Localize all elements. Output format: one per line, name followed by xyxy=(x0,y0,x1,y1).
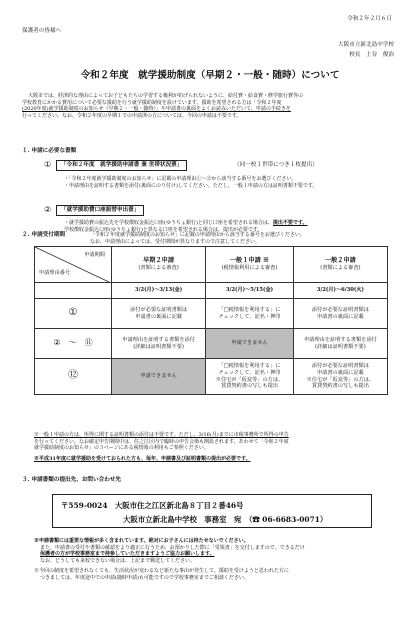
item1-instructions xyxy=(64,176,318,189)
column-subtitle: (書類による審査) xyxy=(320,264,361,271)
intro-paragraph xyxy=(22,93,402,119)
section2-description xyxy=(90,232,305,245)
row-label: ② 〜 ⑪ xyxy=(35,329,112,359)
table-cell: 申請理由を証明する書類を添付 (詳細は証明書類不要) xyxy=(293,329,387,359)
header-period-label: 申請期間 xyxy=(84,252,105,258)
section2-desc-line: なお、申請理由によっては、受付期間が異なりますので注意してください。 xyxy=(90,238,261,245)
item2-emphasis: 提出不要です。 xyxy=(272,220,308,226)
row-label: ① xyxy=(35,299,112,329)
note-line: つきましては、年度途中での申請(随時申請)も可能ですので学校事務室までご相談ください。 xyxy=(40,574,249,581)
dates-row-label xyxy=(35,283,112,299)
section2-desc-line: 「令和２年度就学援助制度のお知らせ」に記載の申請理由から該当する番号をお選びください。 xyxy=(90,232,305,238)
section1-heading: １. 申請に必要な書類 xyxy=(22,148,77,154)
column-header-general2 xyxy=(293,247,387,283)
item1-note: （同一校１世帯につき１枚提出） xyxy=(234,162,318,168)
item1-line: ・「令和２年度就学援助制度のお知らせ」に記載の申請理由①〜⑫から該当する番号をお選びください。 xyxy=(64,176,297,182)
table-cell: 添付が必要な証明書類は 申請書の裏面に記載 xyxy=(293,299,387,329)
row-label: ⑫ xyxy=(35,359,112,395)
table-cell: 添付が必要な証明書類は 申請書の裏面に記載 xyxy=(112,299,206,329)
note-line: ※今回の制度を希望されなくても、生活状況が変わるなど新たな事由が発生して、援助を受けようと思われた方に xyxy=(34,568,289,575)
addressee: 大阪市立新北島中学校 事務室 宛 （☎ 06-6683-0071） xyxy=(123,515,328,524)
column-subtitle: (書類による審査) xyxy=(138,264,179,271)
table-cell: 「□税情報を利用する」に チェックして、記名・押印 ※住宅が「仮変等」の方は、 賃貸契約書の写しも提出 xyxy=(206,359,294,395)
header-reason-label: 申請理由番号 xyxy=(39,270,71,277)
column-title: 早期２申請 xyxy=(143,256,175,264)
table-cell: 「□税情報を利用する」に チェックして、記名・押印 xyxy=(206,299,294,329)
note-line: なお、どうしても来校できない場合は、上記まで郵送してください。 xyxy=(40,557,196,564)
note-line: を行ってください。なお確定申告期間中は、住之江区内で臨時の申告会場も開設されます。あわせて「令和２年度 xyxy=(34,438,289,445)
column-title: 一般２申請 xyxy=(324,256,356,264)
item1-number: ① xyxy=(44,160,52,169)
page-title: 令和２年度 就学援助制度（早期２・一般・随時）について xyxy=(80,70,340,81)
item1-document-box: 「令和２年度 就学援助申請書 兼 世帯状況票」 xyxy=(56,160,187,171)
table-corner-cell xyxy=(35,247,112,283)
note-line: 就学援助制度のお知らせ」の３ページにある税情報の利用もご参照ください。 xyxy=(34,445,209,452)
column-dates: 3/2(月)〜3/13(金) xyxy=(112,283,206,299)
intro-line: (2020年度)就学援助制度のお知らせ（早期２・一般・随時）」や申請書の裏面をよくお読みいただいて、申請の手続きを xyxy=(22,106,291,113)
postal-address: 〒559-0024 大阪市住之江区新北島８丁目２番46号 xyxy=(61,501,244,510)
school-name: 大阪市立新北島中学校 xyxy=(338,42,394,48)
submission-address-box xyxy=(52,494,372,528)
intro-line: 学校教育にかかる費用について必要な援助を行う就学援助制度を設けています。援助を希望される方は「令和２年度 xyxy=(22,99,282,106)
table-cell: 申請理由を証明する書類を添付 (詳細は証明書類不要) xyxy=(112,329,206,359)
column-title: 一般１申請 ※ xyxy=(229,256,270,264)
application-period-table xyxy=(34,246,388,395)
date: 令和２年２月６日 xyxy=(347,16,392,22)
principal-name: 校長 土谷 俊治 xyxy=(349,52,394,58)
item2-line: ・就学援助費の振込先を学校徴収金振込口座(ゆうちょ銀行)と同じ口座を希望される場合は、 xyxy=(64,220,273,226)
item1-line: ・申請理由を証明する書類を添付(裏面にのり付け)してください。ただし、一般１申請の方は証明書類不要です。 xyxy=(64,182,318,189)
note-line: また、申請書の受付や書類の確認をより適正に行うため、お預かりした際に「受領書」を交付しますので、できるだけ xyxy=(40,544,305,551)
note-line: 保護者の方が学校事務室まで持参していただきますようご協力お願いします。 xyxy=(40,551,215,558)
note-line: ※申請書類には重要な情報が多く含まれています。絶対にお子さんには持たせないでください。 xyxy=(34,538,249,544)
table-cell-unavailable: 申請できません xyxy=(206,329,294,359)
table-cell: 添付が必要な証明書類は 申請書の裏面に記載 ※住宅が「仮変等」の方は、 賃貸契約書の写しも提出 xyxy=(293,359,387,395)
section2-emphasis: ※平成31年度に就学援助を受けておられた方も、毎年、申請書及び証明書類の提出が必要です。 xyxy=(34,456,251,462)
note-line: ※一般１申請の方は、所得に関する証明書類の添付は不要です。ただし、3/16(月)までに市税事務所で所得の申告 xyxy=(34,432,289,438)
table-cell-unavailable: 申請できません xyxy=(112,359,206,395)
section2-notes xyxy=(34,432,394,452)
column-dates: 3/2(月)〜5/15(金) xyxy=(206,283,294,299)
item2-number: ② xyxy=(44,205,52,214)
item2-document-box: 「就学援助費口座振替申出書」 xyxy=(56,205,144,216)
section3-heading: ３. 申請書類の提出先、お問い合わせ先 xyxy=(22,477,121,483)
column-dates: 3/2(月)〜6/30(火) xyxy=(293,283,387,299)
column-subtitle: (税情報利用による審査) xyxy=(221,264,278,271)
intro-line: 行ってください。なお、令和２年度の早期１での申請済の方については、今回の申請は不要です。 xyxy=(22,112,242,119)
intro-line: 大阪市では、経済的な理由によってお子どもたちの学習する権利が妨げられないように、給付費・給食費・修学旅行費等の xyxy=(28,93,304,99)
item2-line: 学校徴収金振込口座(ゆうちょ銀行)と異なる口座を希望される場合は、提出が必要です。 xyxy=(64,226,263,233)
column-header-early2 xyxy=(112,247,206,283)
section3-notes xyxy=(34,538,404,582)
section2-heading: ２. 申請受付期間 xyxy=(22,232,66,238)
recipient: 保護者の皆様へ xyxy=(22,28,62,34)
column-header-general1 xyxy=(206,247,294,283)
